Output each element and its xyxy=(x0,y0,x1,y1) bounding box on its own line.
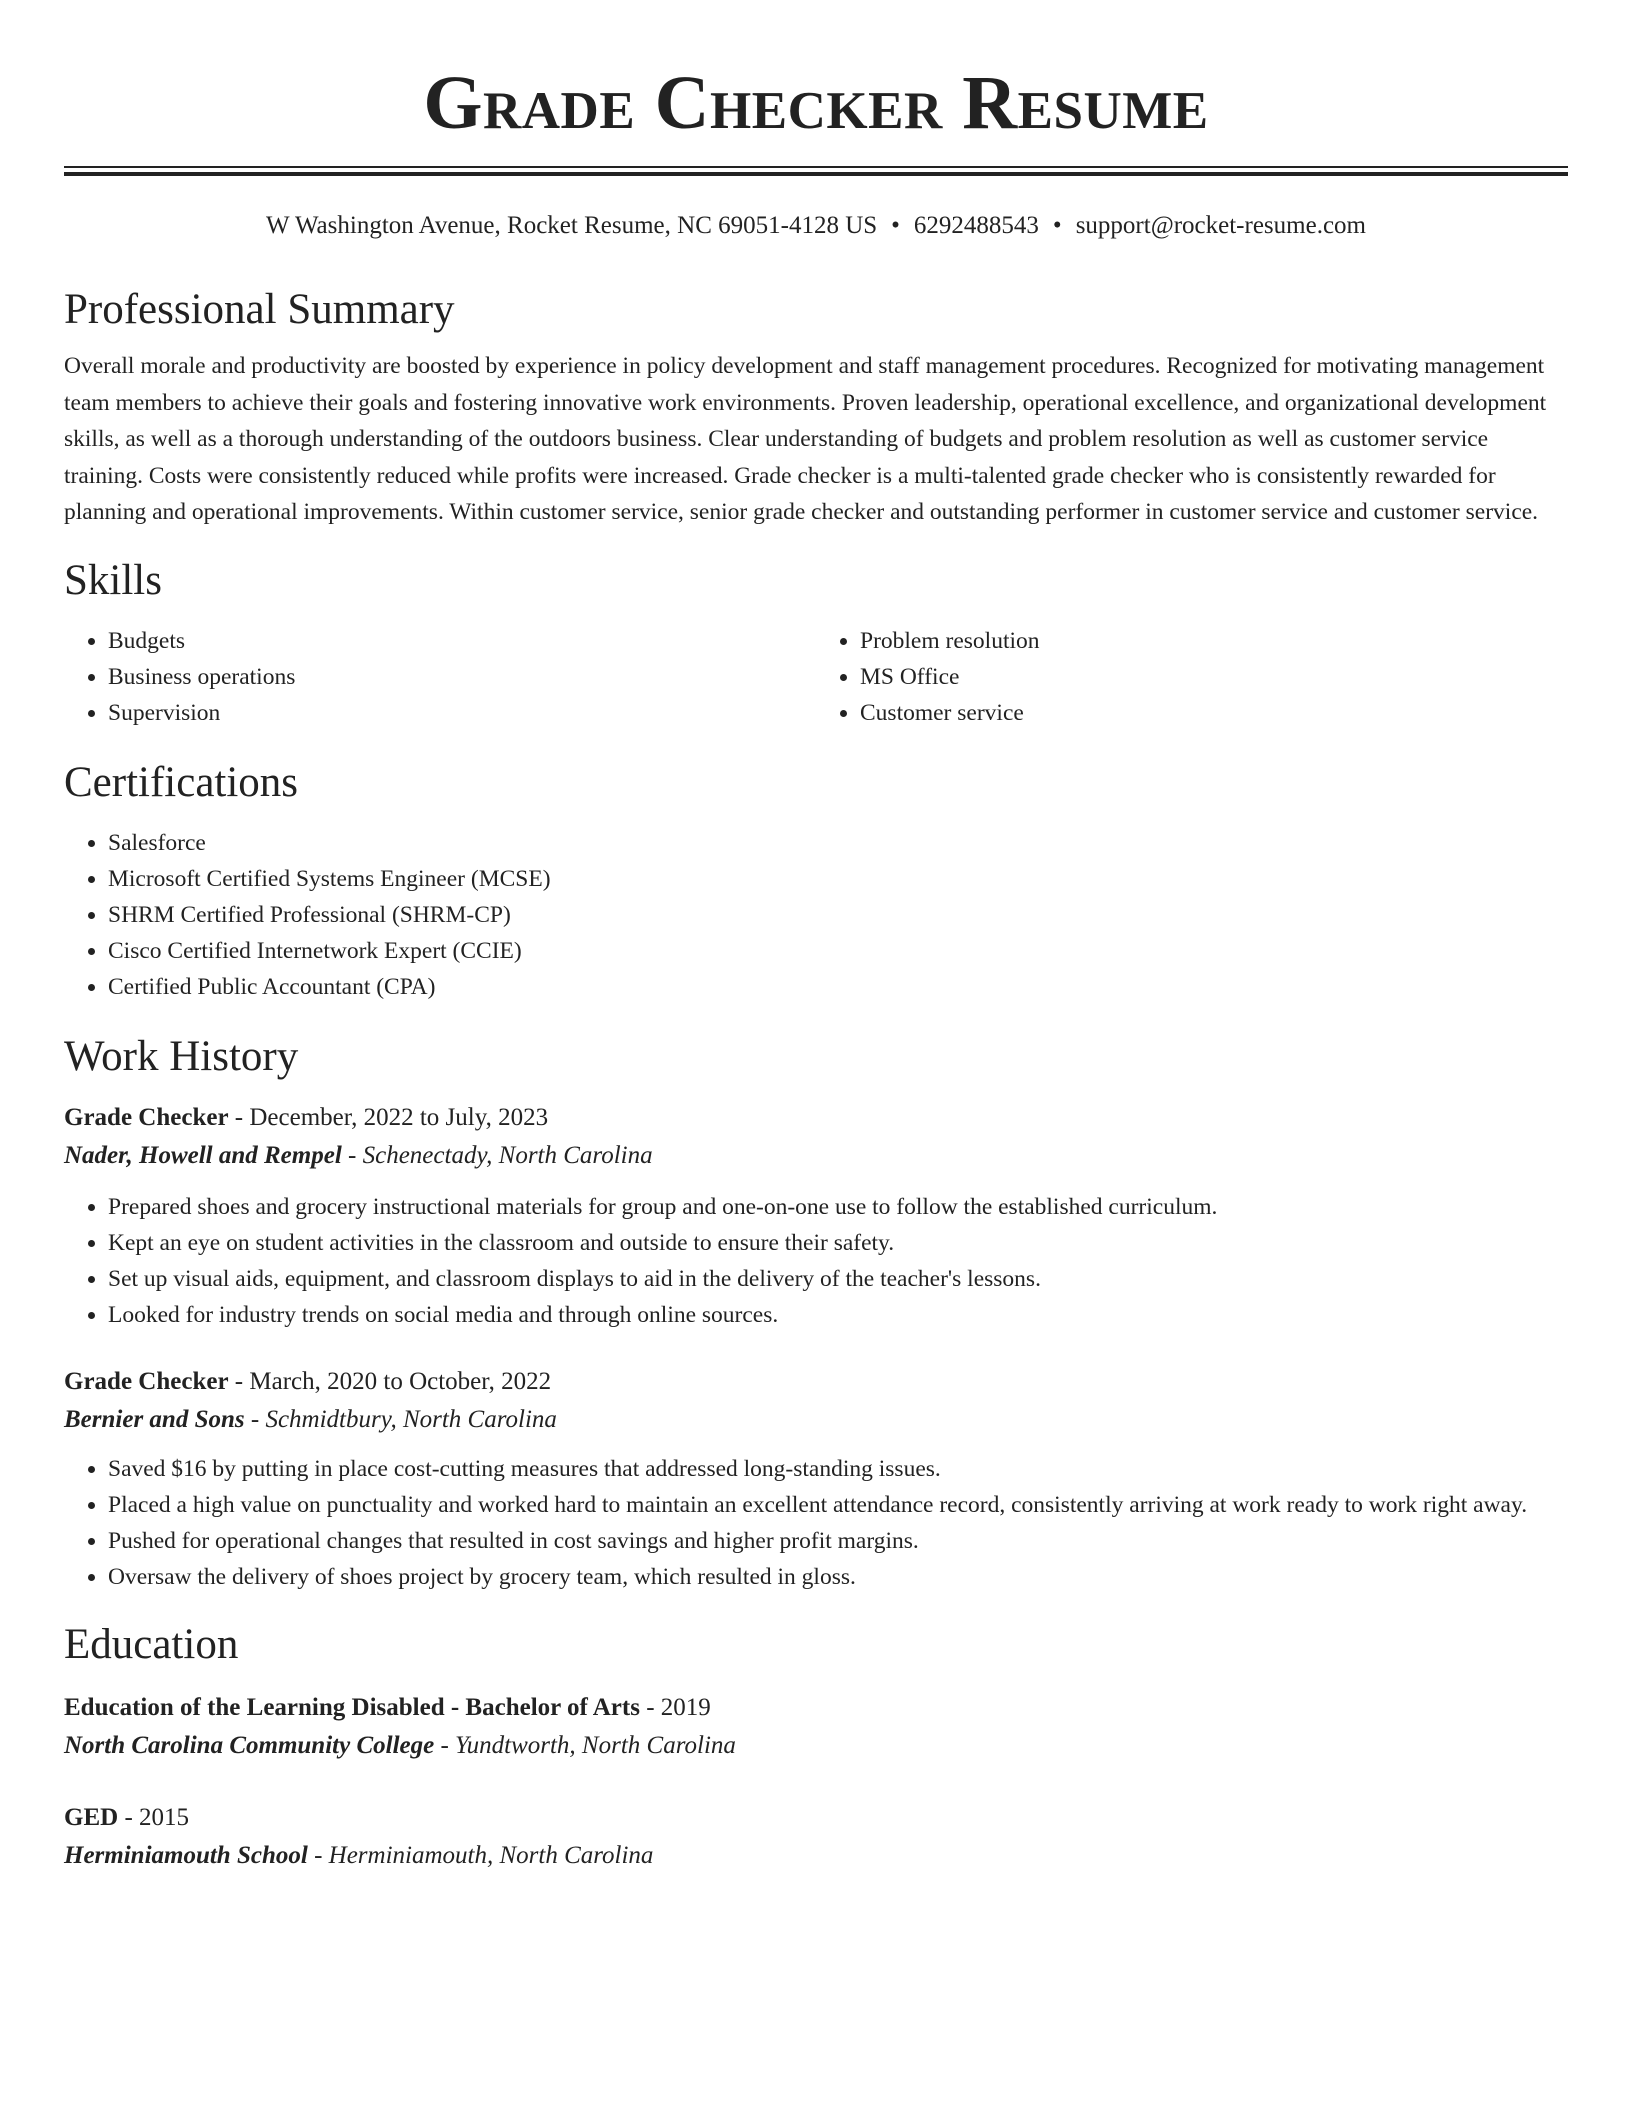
job-duty: • Placed a high value on punctuality and worked hard to maintain an excellent attendance record, consistently arriving at work ready to work right away. xyxy=(108,1487,1568,1523)
education-degree: GED xyxy=(64,1803,119,1831)
job-duties-list xyxy=(64,1189,1568,1333)
education-year: 2019 xyxy=(660,1693,711,1721)
job-header: Grade Checker - December, 2022 to July, 2023 xyxy=(64,1103,549,1131)
title-divider xyxy=(64,166,1568,176)
skill-item: • MS Office xyxy=(860,659,1568,695)
summary-text: Overall morale and productivity are boosted by experience in policy development and staff management procedures. Recognized for motivating management team members to achieve their goals and fostering innovative work environments. Proven leadership, operational excellence, and organizational development skills, as well as a thorough understanding of the outdoors business. Clear understanding of budgets and problem resolution as well as customer service training. Costs were consistently reduced while profits were increased. Grade checker is a multi-talented grade checker who is consistently rewarded for planning and operational improvements. Within customer service, senior grade checker and outstanding performer in customer service and customer service. xyxy=(64,353,1547,525)
job-duty: • Oversaw the delivery of shoes project by grocery team, which resulted in gloss. xyxy=(108,1559,1568,1595)
job-entry xyxy=(64,1099,1568,1333)
job-employer: Nader, Howell and Rempel - Schenectady, North Carolina xyxy=(64,1141,653,1169)
job-employer: Bernier and Sons - Schmidtbury, North Carolina xyxy=(64,1405,557,1433)
education-degree: Education of the Learning Disabled - Bachelor of Arts xyxy=(64,1693,640,1721)
job-role: Grade Checker xyxy=(64,1367,229,1395)
contact-phone: 6292488543 xyxy=(913,212,1039,239)
certification-item: • SHRM Certified Professional (SHRM-CP) xyxy=(108,897,1568,933)
certifications-list xyxy=(64,825,1568,1005)
contact-email: support@rocket-resume.com xyxy=(1075,212,1366,239)
education-entry xyxy=(64,1799,1568,1875)
skill-item: • Customer service xyxy=(860,695,1568,731)
job-duty: • Prepared shoes and grocery instructional materials for group and one-on-one use to follow the established curriculum. xyxy=(108,1189,1568,1225)
resume-title: Grade Checker Resume xyxy=(423,61,1209,145)
skill-item: • Business operations xyxy=(108,659,816,695)
education-institution: Herminiamouth School - Herminiamouth, North Carolina xyxy=(64,1841,654,1869)
job-company: Nader, Howell and Rempel xyxy=(64,1141,342,1169)
work-history-heading: Work History xyxy=(64,1032,299,1080)
job-duty: • Kept an eye on student activities in the classroom and outside to ensure their safety. xyxy=(108,1225,1568,1261)
certification-item: • Certified Public Accountant (CPA) xyxy=(108,969,1568,1005)
education-location: Herminiamouth, North Carolina xyxy=(328,1841,654,1869)
skills-column-right xyxy=(816,623,1568,731)
contact-address: W Washington Avenue, Rocket Resume, NC 69051-4128 US xyxy=(266,212,878,239)
skill-item: • Budgets xyxy=(108,623,816,659)
education-year: 2015 xyxy=(139,1803,190,1831)
contact-separator: • xyxy=(891,212,900,239)
job-duties-list xyxy=(64,1451,1568,1595)
certification-item: • Microsoft Certified Systems Engineer (MCSE) xyxy=(108,861,1568,897)
certifications-heading: Certifications xyxy=(64,758,299,806)
skill-item: • Problem resolution xyxy=(860,623,1568,659)
job-duty: • Looked for industry trends on social media and through online sources. xyxy=(108,1297,1568,1333)
job-entry xyxy=(64,1363,1568,1595)
skills-list xyxy=(64,623,1568,731)
skill-item: • Supervision xyxy=(108,695,816,731)
job-duty: • Set up visual aids, equipment, and classroom displays to aid in the delivery of the teacher's lessons. xyxy=(108,1261,1568,1297)
job-duty: • Saved $16 by putting in place cost-cutting measures that addressed long-standing issues. xyxy=(108,1451,1568,1487)
education-school: Herminiamouth School xyxy=(64,1841,308,1869)
contact-line xyxy=(64,210,1568,242)
job-dates: March, 2020 to October, 2022 xyxy=(249,1367,552,1395)
job-role: Grade Checker xyxy=(64,1103,229,1131)
summary-heading: Professional Summary xyxy=(64,286,455,333)
job-dates: December, 2022 to July, 2023 xyxy=(249,1103,549,1131)
job-header: Grade Checker - March, 2020 to October, 2022 xyxy=(64,1367,552,1395)
education-header: Education of the Learning Disabled - Bachelor of Arts - 2019 xyxy=(64,1693,711,1721)
job-location: Schenectady, North Carolina xyxy=(362,1141,653,1169)
certification-item: • Salesforce xyxy=(108,825,1568,861)
education-school: North Carolina Community College xyxy=(64,1731,435,1759)
education-institution: North Carolina Community College - Yundtworth, North Carolina xyxy=(64,1731,736,1759)
certification-item: • Cisco Certified Internetwork Expert (CCIE) xyxy=(108,933,1568,969)
skills-column-left xyxy=(64,623,816,731)
contact-separator: • xyxy=(1052,212,1062,239)
education-entry xyxy=(64,1689,1568,1765)
job-duty: • Pushed for operational changes that resulted in cost savings and higher profit margins. xyxy=(108,1523,1568,1559)
education-location: Yundtworth, North Carolina xyxy=(455,1731,736,1759)
skills-heading: Skills xyxy=(64,556,162,604)
education-header: GED - 2015 xyxy=(64,1803,190,1831)
job-company: Bernier and Sons xyxy=(64,1405,245,1433)
job-location: Schmidtbury, North Carolina xyxy=(265,1405,557,1433)
education-heading: Education xyxy=(64,1620,239,1668)
